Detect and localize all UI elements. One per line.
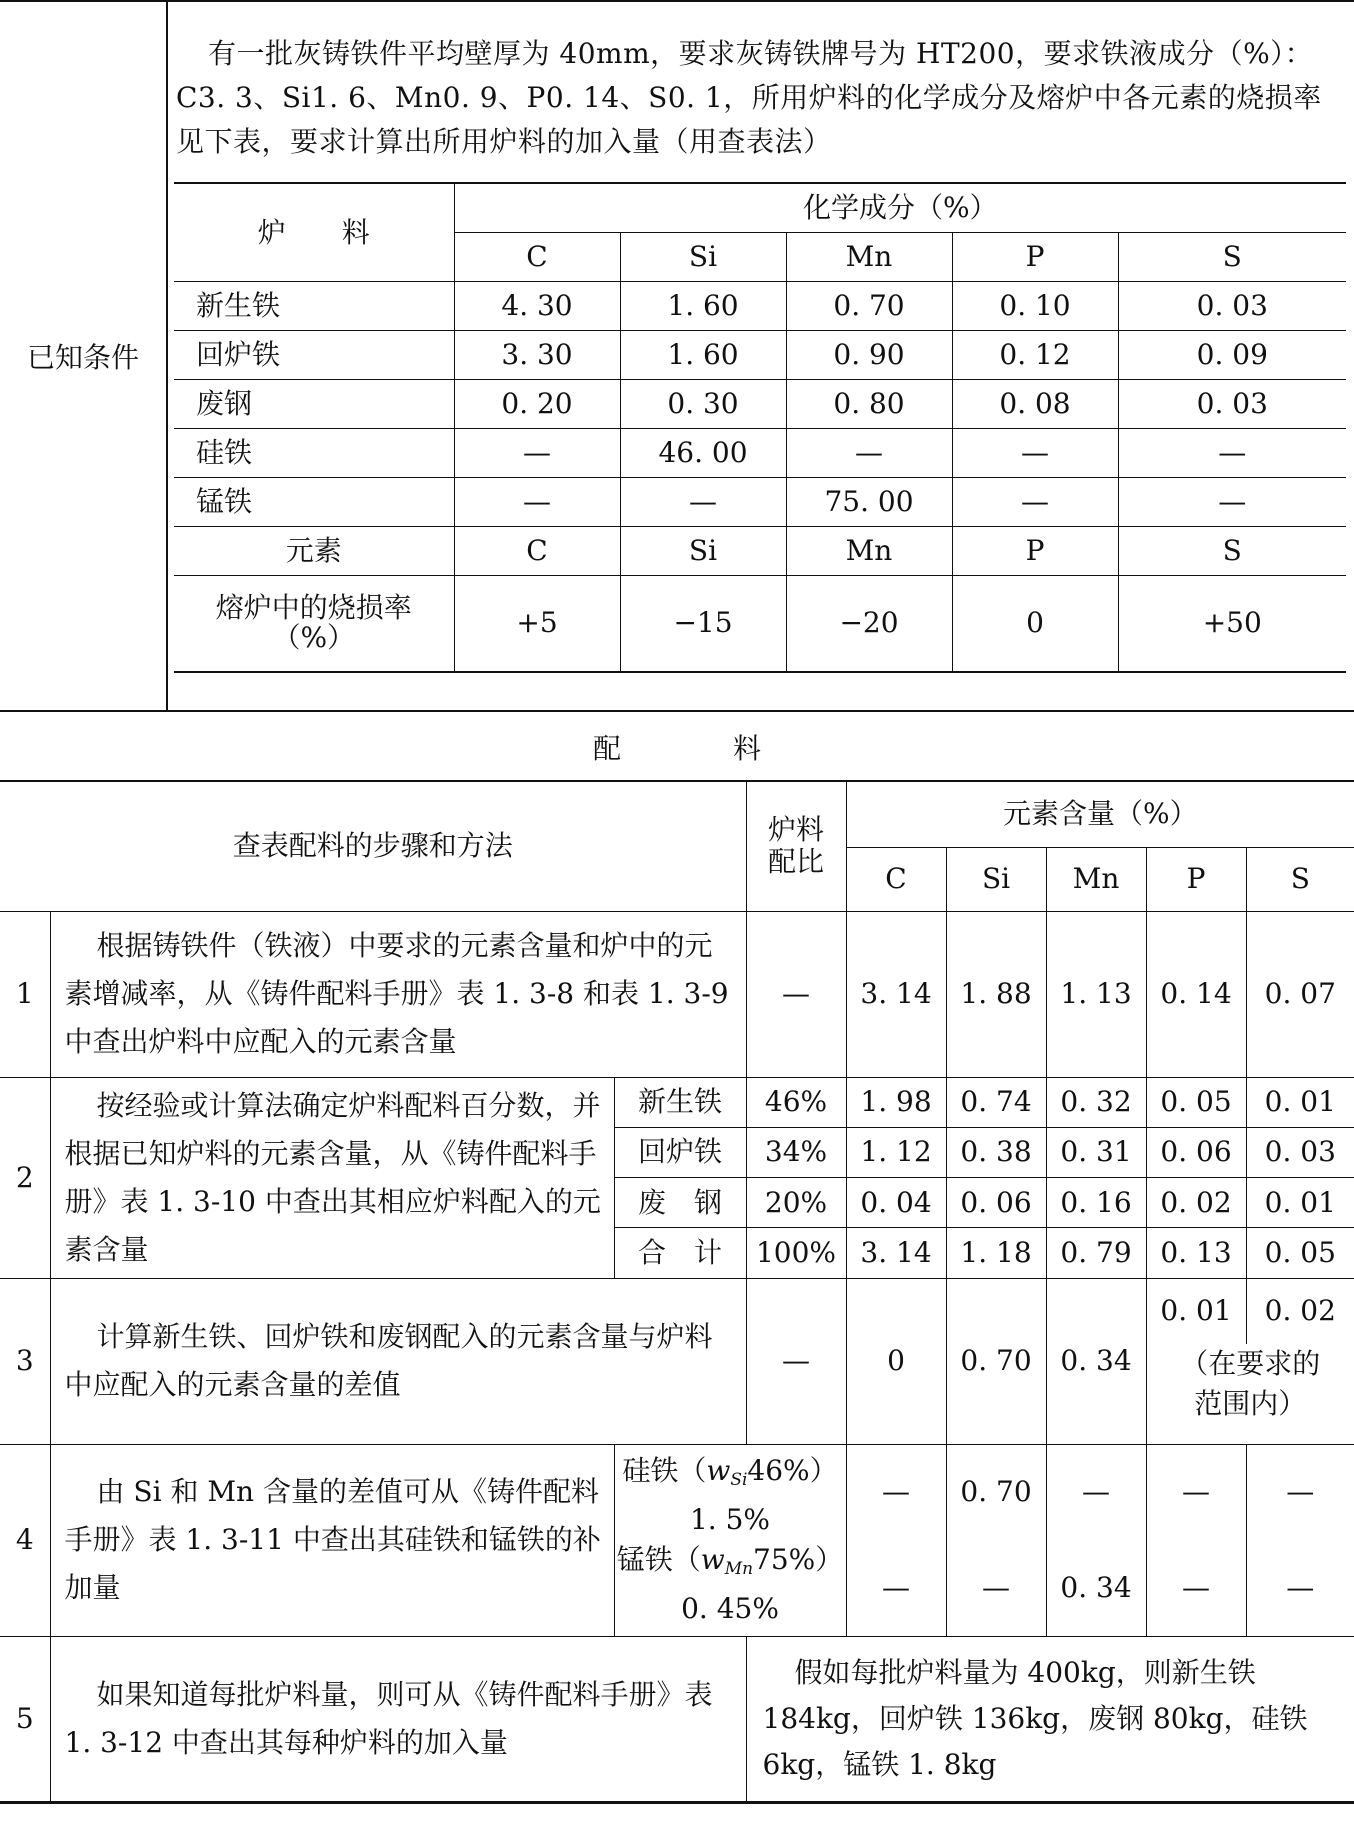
step-row [0, 1636, 1354, 1802]
problem-statement: 有一批灰铸铁件平均壁厚为 40mm，要求灰铸铁牌号为 HT200，要求铁液成分（%）：C3. 3、Si1. 6、Mn0. 9、P0. 14、S0. 1，所用炉料的化学成分及熔炉中各元素的烧损率见下表，要求计算出所用炉料的加入量（用查表法） [176, 37, 1322, 158]
table-cell: 46. 00 [620, 429, 786, 478]
fesi-sub: Si [730, 1470, 748, 1490]
burn-loss-label-line: 熔炉中的烧损率 [215, 591, 412, 625]
table-cell: 0. 38 [946, 1127, 1046, 1177]
element-header: S [1118, 233, 1346, 282]
table-cell: — [786, 429, 952, 478]
femn-amount: 0. 45% [681, 1592, 779, 1625]
known-conditions-section [0, 0, 1354, 712]
burn-loss-label-unit: （%） [272, 621, 356, 655]
ratio-cell: 100% [746, 1228, 846, 1278]
charge-name: 废钢 [174, 380, 454, 429]
table-row [174, 429, 1346, 478]
table-cell: — [1118, 429, 1346, 478]
table-row [174, 331, 1346, 380]
table-cell: 0. 05 [1246, 1228, 1354, 1278]
element-header: Mn [1046, 847, 1146, 911]
ratio-cell: — [746, 911, 846, 1077]
burn-loss-row [174, 576, 1346, 672]
femn-addition [614, 1540, 846, 1636]
step-row [0, 911, 1354, 1077]
table-cell: — [846, 1540, 946, 1636]
table-cell: 1. 13 [1046, 911, 1146, 1077]
table-cell: 0. 06 [946, 1178, 1046, 1228]
fesi-prefix: 硅铁（ [622, 1454, 707, 1487]
ratio-cell: 34% [746, 1127, 846, 1177]
fesi-w: w [706, 1454, 731, 1487]
element-header: C [846, 847, 946, 911]
step-row [0, 1278, 1354, 1344]
fesi-label [615, 1451, 846, 1500]
table-cell: — [952, 478, 1118, 527]
table-cell: — [1118, 478, 1346, 527]
table-cell: +50 [1118, 576, 1346, 672]
element-header: P [952, 233, 1118, 282]
step-number: 1 [0, 911, 50, 1077]
ratio-header-line: 配比 [768, 845, 825, 879]
femn-suffix: 75%） [753, 1543, 844, 1576]
table-cell: 0. 03 [1118, 380, 1346, 429]
table-cell: 1. 60 [620, 331, 786, 380]
table-cell: 0. 10 [952, 282, 1118, 331]
table-cell: — [1146, 1444, 1246, 1540]
table-cell: 1. 88 [946, 911, 1046, 1077]
element-header: S [1246, 847, 1354, 911]
step-number: 3 [0, 1278, 50, 1444]
table-cell: 0. 13 [1146, 1228, 1246, 1278]
table-cell: — [1246, 1540, 1354, 1636]
charge-header: 炉 料 [174, 183, 454, 282]
table-cell: 0. 02 [1246, 1278, 1354, 1344]
table-cell: 0. 30 [620, 380, 786, 429]
element-header: P [1146, 847, 1246, 911]
table-cell: 0. 80 [786, 380, 952, 429]
ratio-cell: — [746, 1278, 846, 1444]
element-header: Mn [786, 527, 952, 576]
step-description: 由 Si 和 Mn 含量的差值可从《铸件配料手册》表 1. 3-11 中查出其硅铁和锰铁的补加量 [50, 1444, 614, 1636]
step-description: 按经验或计算法确定炉料配料百分数，并根据已知炉料的元素含量，从《铸件配料手册》表 1. 3-10 中查出其相应炉料配入的元素含量 [50, 1077, 614, 1278]
table-cell: — [846, 1444, 946, 1540]
table-cell: 0. 70 [946, 1278, 1046, 1444]
table-cell: 0 [846, 1278, 946, 1444]
ratio-cell: 46% [746, 1077, 846, 1127]
element-header: C [454, 233, 620, 282]
table-cell: 0. 06 [1146, 1127, 1246, 1177]
step-description: 如果知道每批炉料量，则可从《铸件配料手册》表 1. 3-12 中查出其每种炉料的加入量 [50, 1636, 746, 1802]
table-row [174, 478, 1346, 527]
batching-table [0, 780, 1354, 1804]
step-number: 4 [0, 1444, 50, 1636]
table-cell: 0. 90 [786, 331, 952, 380]
table-cell: 4. 30 [454, 282, 620, 331]
ratio-header [746, 781, 846, 911]
table-cell: — [620, 478, 786, 527]
table-cell: 0. 01 [1146, 1278, 1246, 1344]
table-cell: 0. 05 [1146, 1077, 1246, 1127]
batching-title: 配 料 [592, 732, 761, 765]
ratio-header-line: 炉料 [768, 813, 825, 847]
table-cell: 0 [952, 576, 1118, 672]
charge-name: 新生铁 [174, 282, 454, 331]
step-number: 2 [0, 1077, 50, 1278]
femn-prefix: 锰铁（ [616, 1543, 701, 1576]
charge-name: 废 钢 [614, 1178, 746, 1228]
fesi-amount: 1. 5% [689, 1503, 771, 1536]
table-cell: — [946, 1540, 1046, 1636]
table-cell: — [1246, 1444, 1354, 1540]
element-row-label: 元素 [174, 527, 454, 576]
table-cell: 0. 34 [1046, 1540, 1146, 1636]
table-row [174, 380, 1346, 429]
table-cell: 0. 70 [786, 282, 952, 331]
table-cell: 1. 18 [946, 1228, 1046, 1278]
table-cell: 0. 34 [1046, 1278, 1146, 1444]
table-cell: 0. 20 [454, 380, 620, 429]
table-cell: −20 [786, 576, 952, 672]
table-cell: 1. 98 [846, 1077, 946, 1127]
table-cell: 0. 32 [1046, 1077, 1146, 1127]
charge-name: 合 计 [614, 1228, 746, 1278]
element-header: Si [620, 527, 786, 576]
table-cell: 0. 16 [1046, 1178, 1146, 1228]
composition-header: 化学成分（%） [454, 183, 1346, 233]
table-cell: 0. 12 [952, 331, 1118, 380]
known-conditions-label: 已知条件 [0, 2, 168, 710]
charge-name: 回炉铁 [614, 1127, 746, 1177]
header-row [0, 781, 1354, 847]
femn-w: w [700, 1543, 725, 1576]
femn-label [615, 1540, 846, 1589]
step-description: 根据铸铁件（铁液）中要求的元素含量和炉中的元素增减率，从《铸件配料手册》表 1. 3-8 和表 1. 3-9 中查出炉料中应配入的元素含量 [50, 911, 746, 1077]
table-row [174, 282, 1346, 331]
table-cell: 1. 60 [620, 282, 786, 331]
range-note-line: 范围内） [1194, 1387, 1307, 1420]
table-cell: +5 [454, 576, 620, 672]
table-cell: 0. 03 [1118, 282, 1346, 331]
table-cell: 0. 14 [1146, 911, 1246, 1077]
table-cell: — [1146, 1540, 1246, 1636]
range-note [1146, 1344, 1354, 1444]
charge-composition-table [174, 182, 1346, 673]
charge-name: 新生铁 [614, 1077, 746, 1127]
table-cell: 0. 02 [1146, 1178, 1246, 1228]
table-cell: 0. 79 [1046, 1228, 1146, 1278]
table-cell: — [1046, 1444, 1146, 1540]
fesi-addition [614, 1444, 846, 1540]
element-header: Mn [786, 233, 952, 282]
table-cell: 0. 09 [1118, 331, 1346, 380]
element-header: Si [946, 847, 1046, 911]
method-header: 查表配料的步骤和方法 [0, 781, 746, 911]
table-cell: 0. 74 [946, 1077, 1046, 1127]
range-note-line: （在要求的 [1180, 1347, 1321, 1380]
table-cell: 0. 07 [1246, 911, 1354, 1077]
femn-sub: Mn [724, 1559, 754, 1579]
step-row [0, 1077, 1354, 1127]
element-header: P [952, 527, 1118, 576]
element-header: Si [620, 233, 786, 282]
table-cell: 0. 70 [946, 1444, 1046, 1540]
table-cell: 75. 00 [786, 478, 952, 527]
charge-name: 回炉铁 [174, 331, 454, 380]
table-cell: 0. 31 [1046, 1127, 1146, 1177]
table-cell: 0. 03 [1246, 1127, 1354, 1177]
table-cell: 0. 01 [1246, 1178, 1354, 1228]
table-cell: 0. 01 [1246, 1077, 1354, 1127]
burn-loss-label [174, 576, 454, 672]
table-cell: 0. 04 [846, 1178, 946, 1228]
table-cell: 3. 30 [454, 331, 620, 380]
table-cell: — [454, 429, 620, 478]
element-header: S [1118, 527, 1346, 576]
step-description: 计算新生铁、回炉铁和废钢配入的元素含量与炉料中应配入的元素含量的差值 [50, 1278, 746, 1444]
ratio-cell: 20% [746, 1178, 846, 1228]
content-header: 元素含量（%） [846, 781, 1354, 847]
table-cell: — [454, 478, 620, 527]
table-cell: 1. 12 [846, 1127, 946, 1177]
element-row [174, 527, 1346, 576]
charge-name: 硅铁 [174, 429, 454, 478]
table-cell: −15 [620, 576, 786, 672]
step-row [0, 1444, 1354, 1540]
table-cell: 3. 14 [846, 1228, 946, 1278]
step-result: 假如每批炉料量为 400kg，则新生铁 184kg，回炉铁 136kg，废钢 80kg，硅铁 6kg，锰铁 1. 8kg [746, 1636, 1354, 1802]
table-cell: 0. 08 [952, 380, 1118, 429]
table-cell: 3. 14 [846, 911, 946, 1077]
charge-name: 锰铁 [174, 478, 454, 527]
table-cell: — [952, 429, 1118, 478]
fesi-suffix: 46%） [747, 1454, 838, 1487]
element-header: C [454, 527, 620, 576]
step-number: 5 [0, 1636, 50, 1802]
